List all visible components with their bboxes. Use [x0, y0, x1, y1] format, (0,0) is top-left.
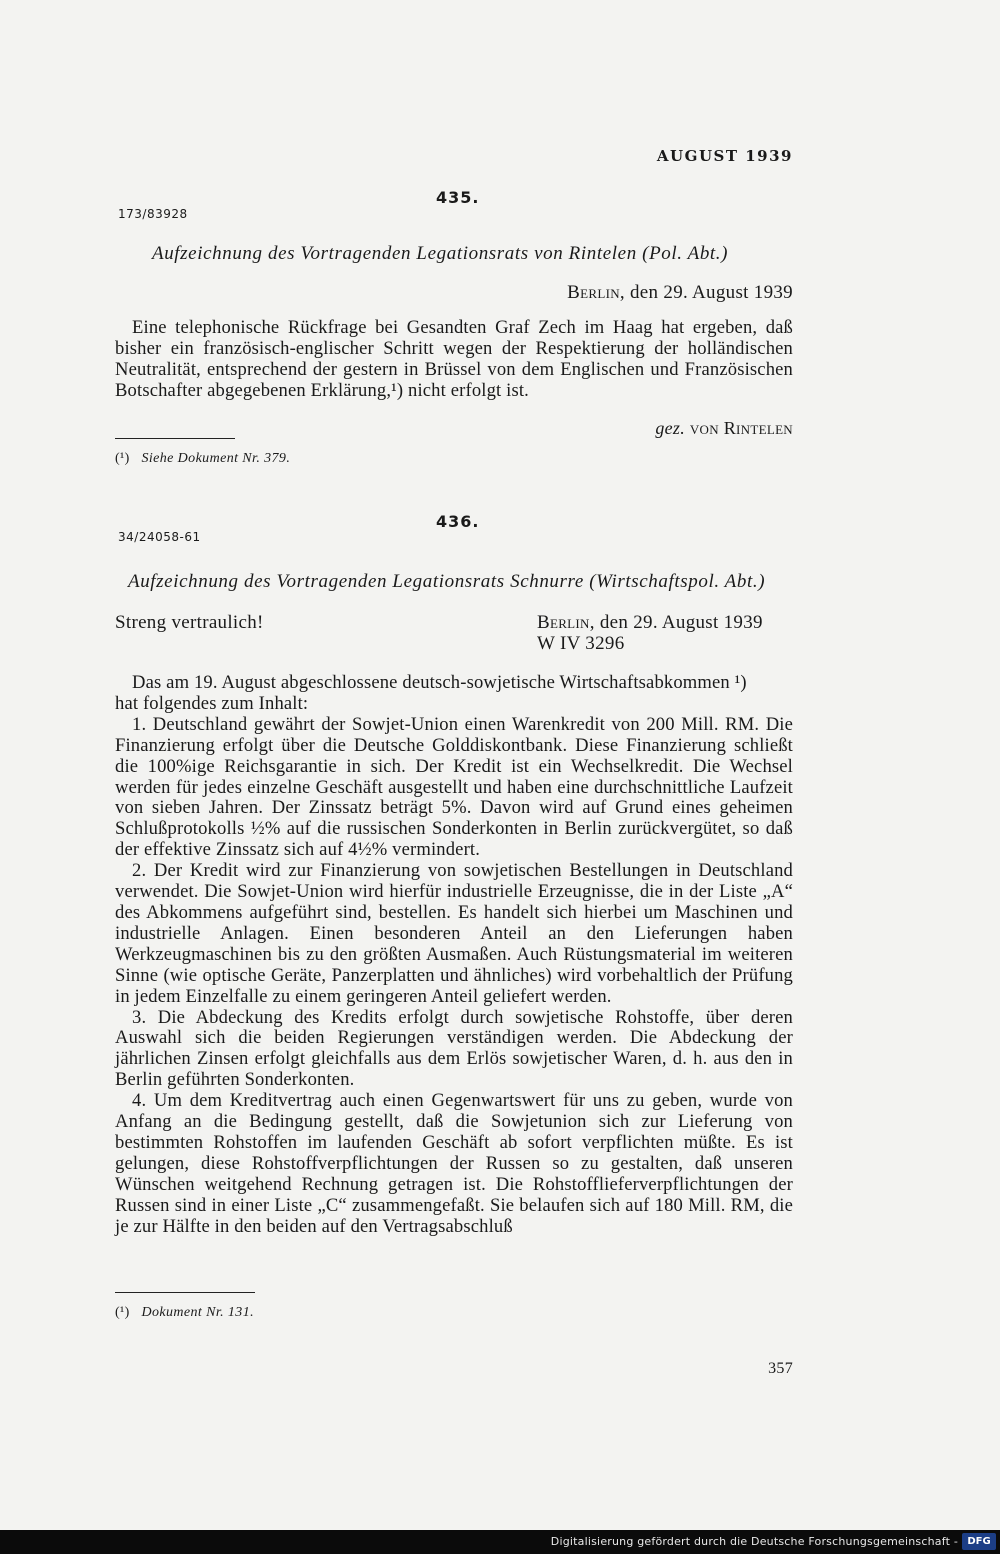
footer-bar	[0, 1530, 1000, 1554]
footnote-mark: (¹)	[115, 1305, 130, 1320]
footnote-divider	[115, 438, 235, 439]
paragraph-1: 1. Deutschland gewährt der Sowjet-Union einen Warenkredit von 200 Mill. RM. Die Finanzierung erfolgt über die Deutsche Golddiskontbank. Diese Finanzierung schließt die 100%ige Reichsgarantie in sich. Der Kredit ist ein Wechselkredit. Die Wechsel werden für jedes einzelne Geschäft ausgestellt und haben eine durchschnittliche Laufzeit von sieben Jahren. Der Zinssatz beträgt 5%. Davon wird auf Grund eines geheimen Schlußprotokolls ½% auf die russischen Sonderkonten in Berlin zurückvergütet, so daß der effektive Zinssatz sich auf 4½% vermindert.	[115, 713, 793, 861]
signature-435	[655, 418, 793, 439]
intro-line: Das am 19. August abgeschlossene deutsch-sowjetische Wirtschaftsabkommen ¹)	[132, 672, 747, 693]
file-number-436: W IV 3296	[537, 633, 625, 654]
footnote-436	[115, 1305, 254, 1321]
file-reference-436: 34/24058-61	[118, 530, 201, 544]
page-number: 357	[768, 1360, 793, 1377]
dateline-date: , den 29. August 1939	[619, 282, 793, 303]
caption-436: Aufzeichnung des Vortragenden Legationsrats Schnurre (Wirtschaftspol. Abt.)	[128, 571, 766, 592]
footnote-435	[115, 451, 290, 467]
footnote-text: Siehe Dokument Nr. 379.	[141, 451, 291, 466]
classification-note: Streng vertraulich!	[115, 612, 264, 633]
dateline-435	[567, 282, 793, 304]
footnote-mark: (¹)	[115, 451, 130, 466]
paragraph-4: 4. Um dem Kreditvertrag auch einen Gegenwartswert für uns zu geben, wurde von Anfang an die Bedingung gestellt, daß die Sowjetunion sich zur Lieferung von bestimmten Rohstoffen im laufenden Geschäft ab sofort verpflichten müßte. Es ist gelungen, diese Rohstoffverpflichtungen der Russen so zu gestalten, daß unseren Wünschen weitgehend Rechnung getragen ist. Die Rohstofflieferverpflichtungen der Russen sind in einer Liste „C“ zusammengefaßt. Sie belaufen sich auf 180 Mill. RM, die je zur Hälfte in den beiden auf den Vertragsabschluß	[115, 1090, 793, 1237]
footnote-divider	[115, 1292, 255, 1293]
body-436	[115, 673, 793, 1237]
footnote-text: Dokument Nr. 131.	[141, 1305, 255, 1320]
signature-name: von Rintelen	[689, 418, 793, 438]
dateline-date: , den 29. August 1939	[589, 612, 763, 633]
dateline-436	[537, 612, 763, 634]
dfg-logo-icon: DFG	[962, 1533, 996, 1550]
paragraph-2: 2. Der Kredit wird zur Finanzierung von sowjetischen Bestellungen in Deutschland verwendet. Die Sowjet-Union wird hierfür industrielle Erzeugnisse, die in der Liste „A“ des Abkommens aufgeführt sind, bestellen. Es handelt sich hierbei um Maschinen und industrielle Anlagen. Einen besonderen Anteil an den Lieferungen haben Werkzeugmaschinen bis zu den größten Ausmaßen. Auch Rüstungsmaterial im weiteren Sinne (wie optische Geräte, Panzerplatten und ähnliches) wird vorbehaltlich der Prüfung in jedem Einzelfalle zu einem geringeren Anteil geliefert werden.	[115, 860, 793, 1007]
intro-line: hat folgendes zum Inhalt:	[115, 692, 309, 714]
caption-435: Aufzeichnung des Vortragenden Legationsrats von Rintelen (Pol. Abt.)	[152, 243, 729, 264]
funding-credit: Digitalisierung gefördert durch die Deutsche Forschungsgemeinschaft -	[550, 1535, 958, 1548]
signature-prefix: gez.	[655, 418, 686, 438]
running-head: AUGUST 1939	[656, 147, 793, 165]
dateline-place: Berlin	[537, 612, 590, 633]
file-reference-435: 173/83928	[118, 207, 188, 221]
paragraph: Eine telephonische Rückfrage bei Gesandten Graf Zech im Haag hat ergeben, daß bisher ein französisch-englischer Schritt wegen der Respektierung der holländischen Neutralität, entsprechend der gestern in Brüssel von dem Englischen und Französischen Botschafter abgegebenen Erklärung,¹) nicht erfolgt ist.	[115, 317, 793, 401]
body-435	[115, 318, 793, 402]
document-number-435: 435.	[436, 188, 480, 207]
document-number-436: 436.	[436, 512, 480, 531]
paragraph-3: 3. Die Abdeckung des Kredits erfolgt durch sowjetische Rohstoffe, über deren Auswahl sich die beiden Regierungen verständigen werden. Die Abdeckung der jährlichen Zinsen erfolgt gleichfalls aus dem Erlös sowjetischer Waren, d. h. aus den in Berlin geführten Sonderkonten.	[115, 1006, 793, 1091]
dateline-place: Berlin	[567, 282, 620, 303]
